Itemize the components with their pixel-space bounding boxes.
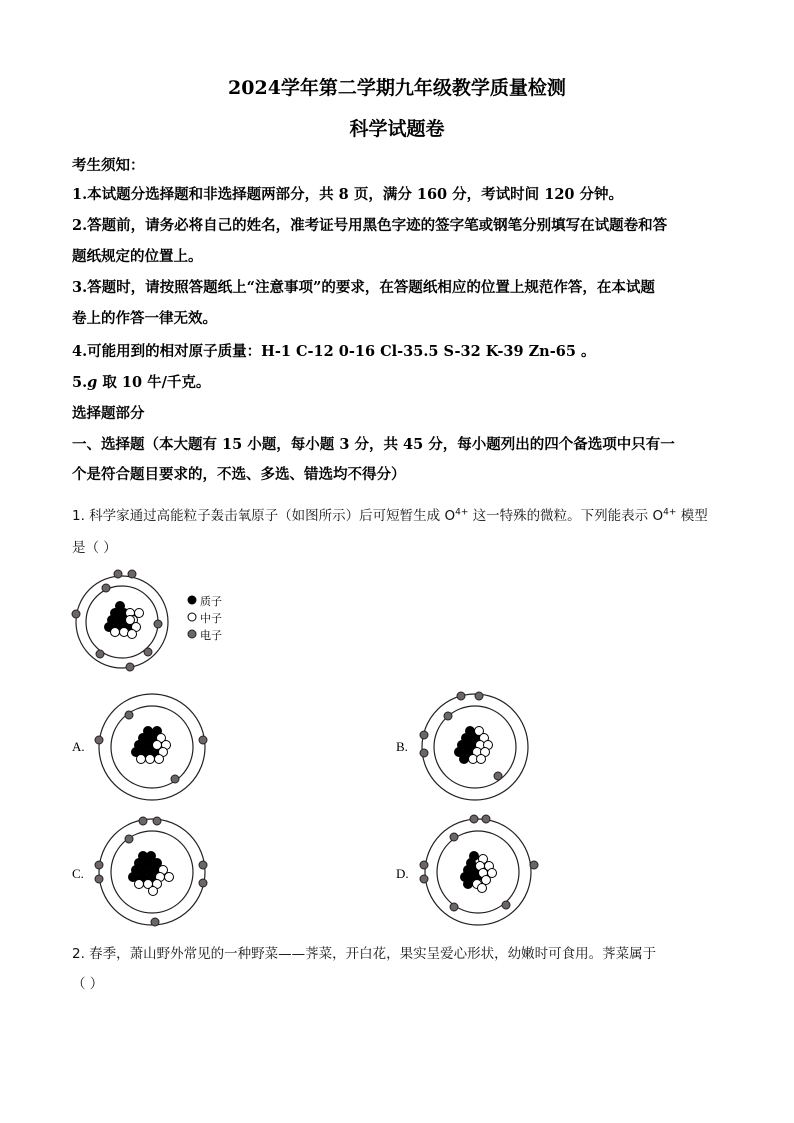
section-heading-line-1: 一、选择题（本大题有 15 小题，每小题 3 分，共 45 分，每小题列出的四个备选项中只有一 (72, 436, 675, 453)
section-heading-line-2: 个是符合题目要求的，不选、多选、错选均不得分） (72, 466, 406, 483)
q2-text-line-1: 2. 春季，萧山野外常见的一种野菜——荠菜，开白花，果实呈爱心形状，幼嫩时可食用。荠菜属于 (72, 946, 657, 962)
q1-text-b: 这一特殊的微粒。下列能表示 (472, 508, 649, 524)
notice-item-3-line-1: 3.答题时，请按照答题纸上“注意事项”的要求，在答题纸相应的位置上规范作答，在本试题 (72, 279, 655, 296)
notice-item-3-line-2: 卷上的作答一律无效。 (72, 310, 217, 327)
page-title: 2024学年第二学期九年级教学质量检测 (228, 77, 566, 99)
q1-text-line-1 (72, 504, 708, 524)
q1-text-c: 模型 (680, 508, 708, 524)
notice-item-4: 4.可能用到的相对原子质量：H-1 C-12 0-16 Cl-35.5 S-32 K-39 Zn-65 。 (72, 343, 596, 360)
oxygen-atom-diagram (72, 568, 172, 676)
option-b-atom-diagram[interactable] (416, 688, 534, 806)
option-a-label[interactable]: A. (72, 739, 85, 754)
q2-text-line-2: （ ） (72, 976, 104, 992)
legend-neutron: 中子 (200, 612, 222, 625)
electron-legend-marker (188, 630, 196, 638)
notice-item-5-g: g (87, 374, 98, 391)
q1-ion-symbol-1: $O^{4+}$ (444, 507, 469, 524)
option-d-atom-diagram[interactable] (416, 813, 540, 931)
option-c-label[interactable]: C. (72, 866, 84, 881)
notice-item-5-rest: 取 10 牛/千克。 (97, 374, 211, 391)
option-b-label[interactable]: B. (396, 739, 408, 754)
page-subtitle: 科学试题卷 (349, 118, 445, 140)
q1-ion-symbol-2: $O^{4+}$ (652, 507, 677, 524)
option-a-atom-diagram[interactable] (93, 688, 211, 806)
notice-item-5-prefix: 5. (72, 374, 88, 391)
notice-item-2-line-2: 题纸规定的位置上。 (72, 248, 203, 265)
q1-text-line-2: 是（ ） (72, 540, 117, 556)
notice-item-1: 1.本试题分选择题和非选择题两部分，共 8 页，满分 160 分，考试时间 120 分钟。 (72, 186, 624, 203)
proton-legend-marker (188, 596, 196, 604)
q1-text-a: 1. 科学家通过高能粒子轰击氧原子（如图所示）后可短暂生成 (72, 508, 441, 524)
notice-item-2-line-1: 2.答题前，请务必将自己的姓名，准考证号用黑色字迹的签字笔或钢笔分别填写在试题卷和答 (72, 217, 668, 234)
option-d-label[interactable]: D. (396, 866, 409, 881)
option-c-atom-diagram[interactable] (93, 813, 211, 931)
neutron-legend-marker (188, 613, 196, 621)
legend-proton: 质子 (200, 595, 222, 608)
section-part-label: 选择题部分 (72, 405, 145, 422)
nucleus (105, 602, 144, 639)
notice-item-5 (72, 371, 210, 392)
legend-electron: 电子 (200, 629, 222, 642)
notice-heading: 考生须知： (72, 157, 145, 174)
